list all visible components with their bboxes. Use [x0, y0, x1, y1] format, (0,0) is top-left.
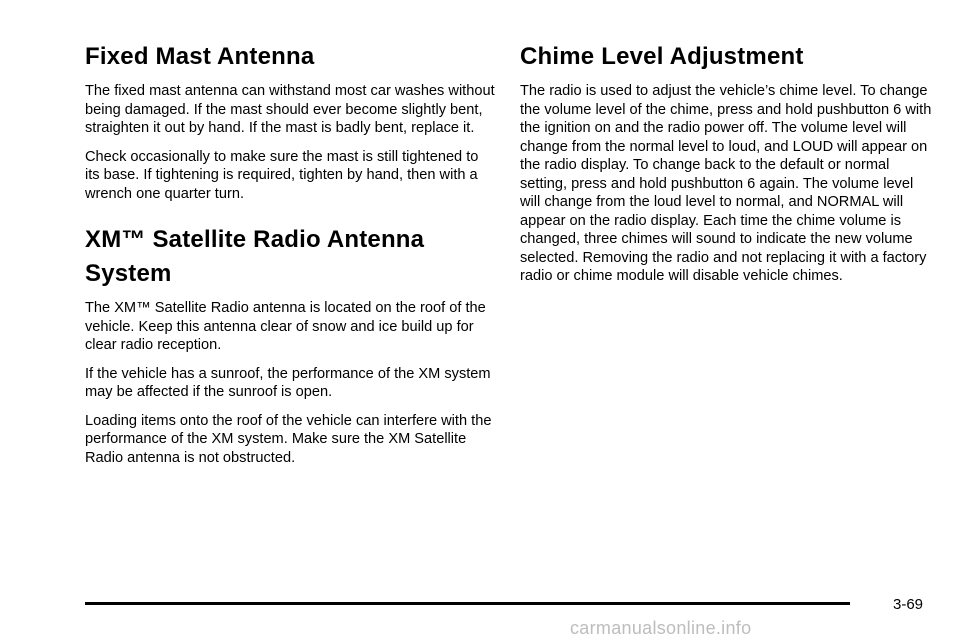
left-column [85, 40, 495, 477]
paragraph: If the vehicle has a sunroof, the performance of the XM system may be affected if the sunroof is open. [85, 365, 491, 400]
right-column [520, 40, 935, 296]
section-heading-xm-satellite-radio-antenna: XM™ Satellite Radio Antenna System [85, 226, 425, 287]
paragraph: Loading items onto the roof of the vehicle can interfere with the performance of the XM system. Make sure the XM Satellite Radio antenna is not obstructed. [85, 412, 492, 466]
paragraph: Check occasionally to make sure the mast is still tightened to its base. If tightening is required, tighten by hand, then with a wrench one quarter turn. [85, 148, 479, 202]
watermark: carmanualsonline.info [570, 618, 752, 638]
paragraph: The radio is used to adjust the vehicle’s chime level. To change the volume level of the chime, press and hold pushbutton 6 with the ignition on and the radio power off. The volume level will change from the normal level to loud, and LOUD will appear on the radio display. To change back to the default or normal setting, press and hold pushbutton 6 again. The volume level will change from the loud level to normal, and NORMAL will appear on the radio display. Each time the chime volume is changed, three chimes will sound to indicate the new volume selected. Removing the radio and not replacing it with a factory radio or chime module will disable vehicle chimes. [520, 83, 932, 284]
paragraph: The fixed mast antenna can withstand most car washes without being damaged. If the mast should ever become slightly bent, straighten it out by hand. If the mast is badly bent, replace it. [85, 83, 495, 136]
section-heading-chime-level-adjustment: Chime Level Adjustment [520, 43, 804, 70]
section-heading-fixed-mast-antenna: Fixed Mast Antenna [85, 43, 315, 70]
paragraph: The XM™ Satellite Radio antenna is located on the roof of the vehicle. Keep this antenna clear of snow and ice build up for clear radio reception. [85, 300, 486, 353]
page-number: 3-69 [893, 596, 924, 613]
footer-rule [85, 602, 850, 605]
